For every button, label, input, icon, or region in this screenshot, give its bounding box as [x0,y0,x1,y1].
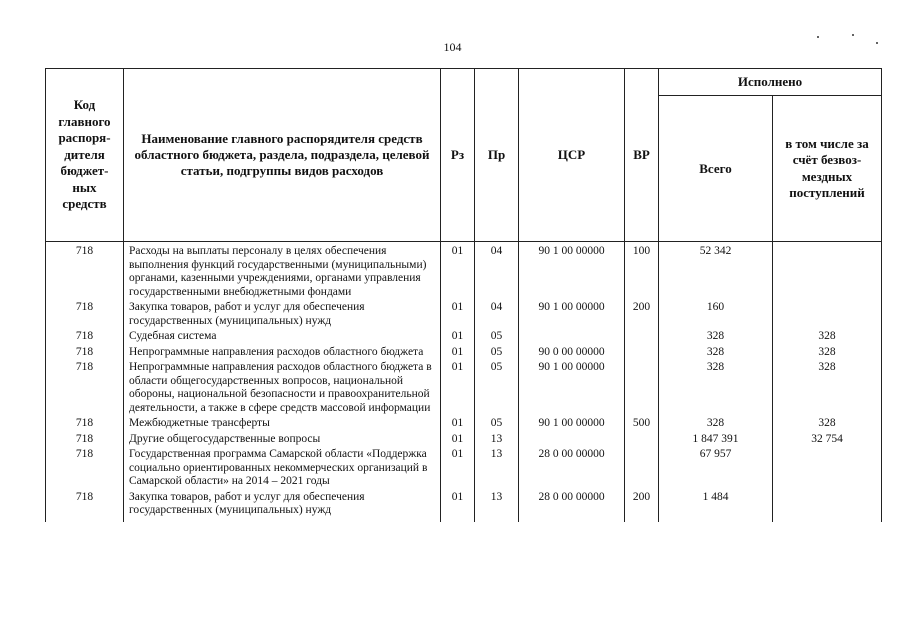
cell-free-receipts: 32 754 [773,432,882,448]
cell-pr: 05 [475,329,519,345]
cell-name: Расходы на выплаты персоналу в целях обеспечения выполнения функций государственными (муниципальными) органами, казенными учреждениями, органами управления государственными внебюджетными фондами [124,242,441,301]
table-row [46,300,882,329]
cell-total: 328 [659,416,773,432]
cell-pr: 04 [475,242,519,301]
cell-free-receipts [773,300,882,329]
table-row [46,416,882,432]
budget-table-container [45,68,881,522]
cell-total: 67 957 [659,447,773,490]
table-row [46,329,882,345]
cell-csr: 90 1 00 00000 [519,242,625,301]
cell-code: 718 [46,490,124,522]
cell-code: 718 [46,300,124,329]
cell-name: Другие общегосударственные вопросы [124,432,441,448]
cell-free-receipts [773,242,882,301]
scan-speck [876,42,878,44]
cell-total: 328 [659,360,773,416]
cell-code: 718 [46,242,124,301]
cell-name: Закупка товаров, работ и услуг для обеспечения государственных (муниципальных) нужд [124,300,441,329]
cell-vr [625,432,659,448]
cell-total: 328 [659,345,773,361]
header-free-receipts: в том числе за счёт безвоз-мездных поступлений [773,96,882,242]
table-row [46,345,882,361]
cell-csr [519,329,625,345]
cell-pr: 05 [475,345,519,361]
cell-name: Непрограммные направления расходов областного бюджета в области общегосударственных вопросов, национальной обороны, национальной безопасности и правоохранительной деятельности, а также в сфере средств массовой информации [124,360,441,416]
cell-name: Государственная программа Самарской области «Поддержка социально ориентированных некоммерческих организаций в Самарской области» на 2014 – 2021 годы [124,447,441,490]
cell-csr: 90 1 00 00000 [519,416,625,432]
cell-vr: 500 [625,416,659,432]
cell-code: 718 [46,345,124,361]
cell-vr [625,345,659,361]
cell-csr: 28 0 00 00000 [519,447,625,490]
cell-csr: 90 1 00 00000 [519,360,625,416]
cell-csr [519,432,625,448]
cell-rz: 01 [441,242,475,301]
budget-table [45,68,882,522]
header-total: Всего [659,96,773,242]
cell-vr [625,329,659,345]
cell-rz: 01 [441,329,475,345]
cell-free-receipts: 328 [773,345,882,361]
cell-rz: 01 [441,360,475,416]
cell-vr [625,360,659,416]
cell-code: 718 [46,432,124,448]
cell-pr: 13 [475,490,519,522]
cell-free-receipts [773,490,882,522]
header-vr: ВР [625,69,659,242]
cell-vr: 100 [625,242,659,301]
cell-rz: 01 [441,345,475,361]
cell-name: Судебная система [124,329,441,345]
cell-free-receipts [773,447,882,490]
cell-total: 328 [659,329,773,345]
cell-rz: 01 [441,416,475,432]
cell-csr: 90 1 00 00000 [519,300,625,329]
cell-pr: 04 [475,300,519,329]
cell-vr: 200 [625,300,659,329]
table-body [46,242,882,522]
table-header [46,69,882,242]
cell-code: 718 [46,416,124,432]
cell-rz: 01 [441,490,475,522]
scan-speck [817,36,819,38]
cell-rz: 01 [441,447,475,490]
cell-pr: 05 [475,416,519,432]
cell-code: 718 [46,329,124,345]
header-code: Код главного распоря-дителя бюджет-ных средств [46,69,124,242]
cell-pr: 13 [475,432,519,448]
cell-total: 52 342 [659,242,773,301]
table-row [46,360,882,416]
cell-total: 160 [659,300,773,329]
cell-csr: 90 0 00 00000 [519,345,625,361]
header-pr: Пр [475,69,519,242]
cell-csr: 28 0 00 00000 [519,490,625,522]
cell-total: 1 847 391 [659,432,773,448]
cell-free-receipts: 328 [773,329,882,345]
table-row [46,242,882,301]
cell-name: Закупка товаров, работ и услуг для обеспечения государственных (муниципальных) нужд [124,490,441,522]
cell-vr: 200 [625,490,659,522]
cell-vr [625,447,659,490]
table-row [46,432,882,448]
table-row [46,447,882,490]
cell-rz: 01 [441,432,475,448]
cell-free-receipts: 328 [773,416,882,432]
header-name: Наименование главного распорядителя средств областного бюджета, раздела, подраздела, целевой статьи, подгруппы видов расходов [124,69,441,242]
scan-speck [852,34,854,36]
cell-total: 1 484 [659,490,773,522]
header-csr: ЦСР [519,69,625,242]
cell-pr: 05 [475,360,519,416]
cell-name: Непрограммные направления расходов областного бюджета [124,345,441,361]
page-number: 104 [443,40,462,54]
cell-pr: 13 [475,447,519,490]
cell-code: 718 [46,447,124,490]
cell-code: 718 [46,360,124,416]
table-row [46,490,882,522]
cell-name: Межбюджетные трансферты [124,416,441,432]
header-rz: Рз [441,69,475,242]
cell-free-receipts: 328 [773,360,882,416]
header-executed: Исполнено [659,69,882,96]
cell-rz: 01 [441,300,475,329]
